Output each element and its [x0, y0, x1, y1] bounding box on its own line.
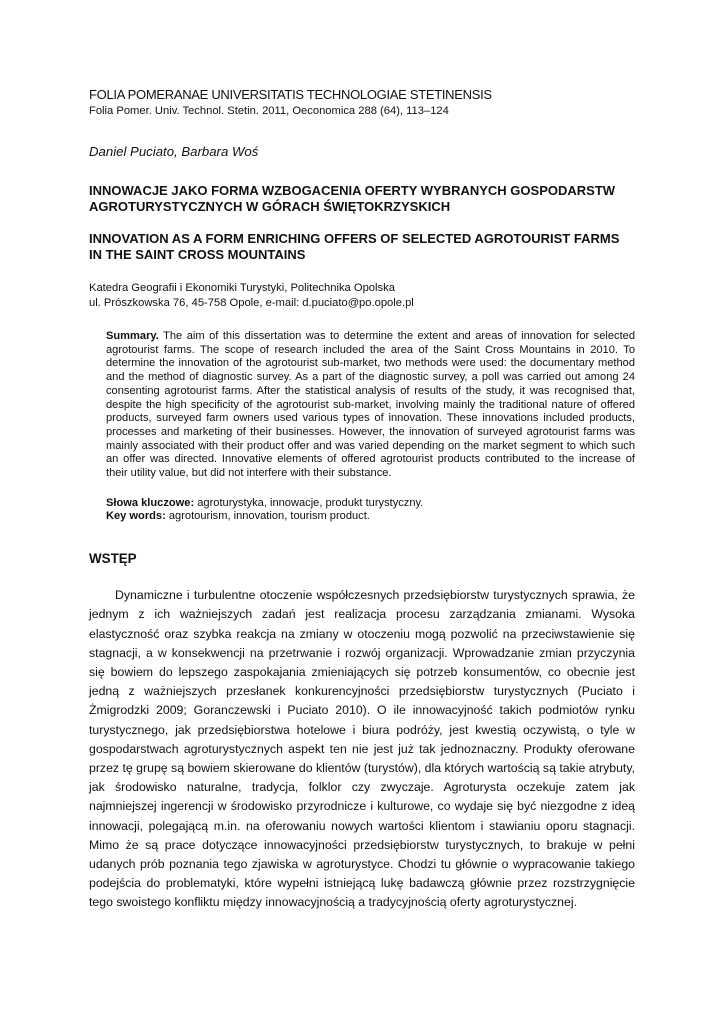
keywords-english-text: agrotourism, innovation, tourism product.: [165, 510, 370, 523]
title-polish: INNOWACJE JAKO FORMA WZBOGACENIA OFERTY WYBRANYCH GOSPODARSTW AGROTURYSTYCZNYCH W GÓRACH ŚWIĘTOKRZYSKICH: [89, 183, 616, 214]
authors: Daniel Puciato, Barbara Woś: [89, 144, 259, 159]
paper-page: [89, 86, 635, 925]
affiliation: [89, 281, 635, 311]
section-heading: WSTĘP: [89, 551, 137, 567]
affiliation-address: ul. Prószkowska 76, 45-758 Opole, e-mail: d.puciato@po.opole.pl: [89, 297, 414, 309]
keywords-polish: [106, 497, 635, 511]
keywords: [106, 497, 635, 524]
journal-title: FOLIA POMERANAE UNIVERSITATIS TECHNOLOGIAE STETINENSIS: [89, 87, 492, 102]
summary: [106, 330, 635, 481]
affiliation-department: Katedra Geografii i Ekonomiki Turystyki, Politechnika Opolska: [89, 282, 395, 294]
summary-label: Summary.: [106, 330, 159, 342]
body-paragraph: Dynamiczne i turbulentne otoczenie współczesnych przedsiębiorstw turystycznych sprawia, że jednym z ich ważniejszych zadań jest realizacja procesu zarządzania zmianami. Wysoka elastyczność oraz szybka reakcja na zmiany w otoczeniu mogą pozwolić na przeciwstawienie się stagnacji, a w konsekwencji na przetrwanie i rozwój organizacji. Wprowadzanie zmian przyczynia się bowiem do lepszego zaspokajania zmieniających się potrzeb konsumentów, co obecnie jest jedną z ważniejszych przesłanek konkurencyjności przedsiębiorstw turystycznych (Puciato i Żmigrodzki 2009; Goranczewski i Puciato 2010). O ile innowacyjność takich podmiotów rynku turystycznego, jak przedsiębiorstwa hotelowe i biura podróży, jest kwestią oczywistą, o tyle w gospodarstwach agroturystycznych aspekt ten nie jest już tak jednoznaczny. Produkty oferowane przez tę grupę są bowiem skierowane do klientów (turystów), dla których wartością są takie atrybuty, jak środowisko naturalne, tradycja, folklor czy zwyczaje. Agroturysta oczekuje zatem jak najmniejszej ingerencji w środowisko przyrodnicze i kulturowe, co wydaje się być niezgodne z ideą innowacji, polegającą m.in. na oferowaniu nowych wartości klientom i stawianiu oporu stagnacji. Mimo że są prace dotyczące innowacyjności przedsiębiorstw turystycznych, to brakuje w pełni udanych prób poznania tego zjawiska w agroturystyce. Chodzi tu głównie o wypracowanie takiego podejścia do problematyki, które wypełni istniejącą lukę badawczą głównie przez rozstrzygnięcie tego swoistego konfliktu między innowacyjnością a tradycyjnością oferty agroturystycznej.: [89, 588, 635, 910]
keywords-english: [106, 510, 635, 524]
keywords-polish-text: agroturystyka, innowacje, produkt turystyczny.: [194, 496, 424, 509]
keywords-english-label: Key words:: [106, 510, 166, 523]
summary-text: The aim of this dissertation was to determine the extent and areas of innovation for selected agrotourist farms. The scope of research included the area of the Saint Cross Mountains in 2010. To determine the innovation of the agrotourist sub-market, two methods were used: the documentary method and the method of diagnostic survey. As a part of the diagnostic survey, a poll was carried out among 24 consenting agrotourist farms. After the statistical analysis of results of the study, it was recognised that, despite the high specificity of the agrotourist sub-market, involving mainly the traditional nature of offered products, surveyed farm owners used various types of innovation. These innovations included products, processes and marketing of their businesses. However, the innovation of surveyed agrotourist farms was mainly associated with their product offer and was varied depending on the market segment to which such an offer was directed. Innovative elements of offered agrotourist products contributed to the increase of their utility value, but did not interfere with their substance.: [106, 330, 635, 480]
title-english: INNOVATION AS A FORM ENRICHING OFFERS OF SELECTED AGROTOURIST FARMS IN THE SAINT CROSS MOUNTAINS: [89, 231, 620, 262]
keywords-polish-label: Słowa kluczowe:: [106, 496, 195, 509]
journal-citation: Folia Pomer. Univ. Technol. Stetin. 2011, Oeconomica 288 (64), 113–124: [89, 105, 449, 117]
